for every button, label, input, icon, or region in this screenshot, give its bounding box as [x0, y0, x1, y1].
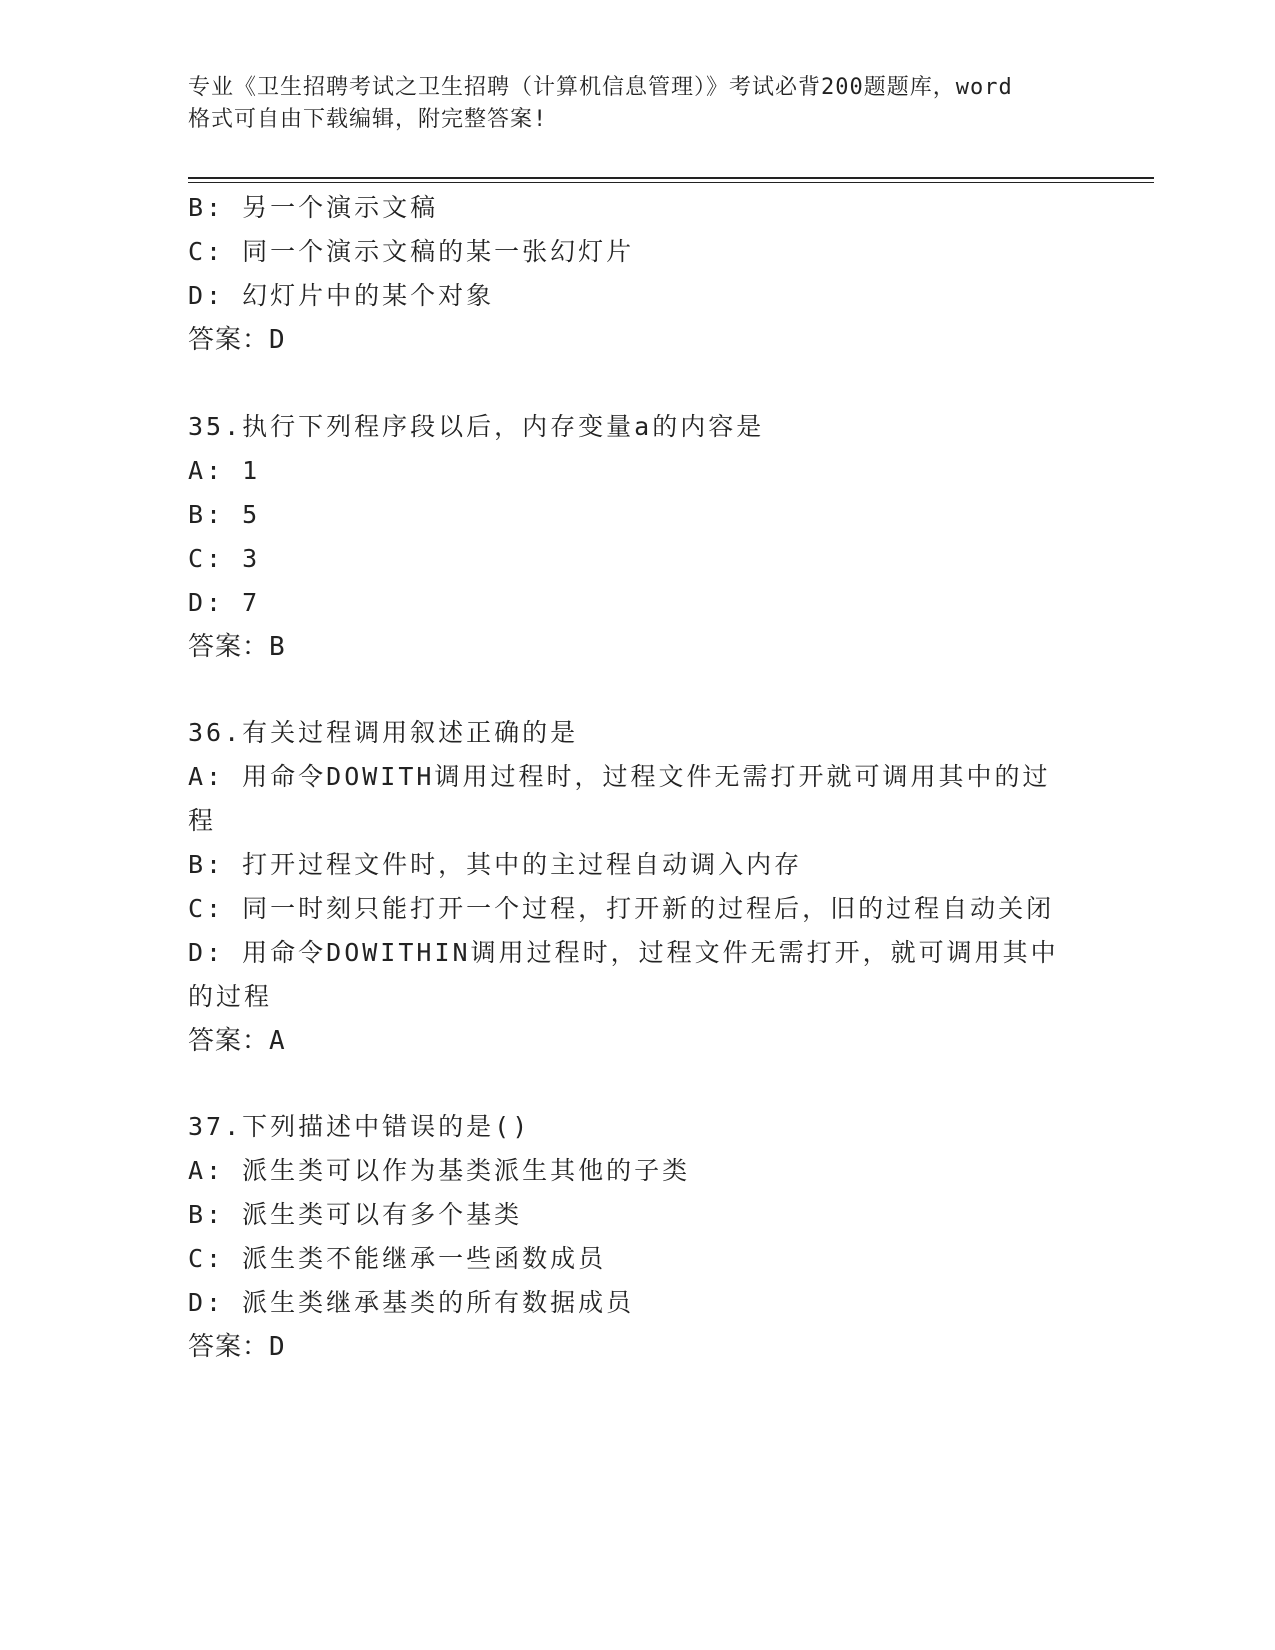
document-header	[188, 72, 1088, 136]
header-divider-thick	[188, 177, 1154, 179]
q37-option-a: A: 派生类可以作为基类派生其他的子类	[188, 1156, 691, 1185]
q36-option-d-line-2: 的过程	[188, 982, 273, 1011]
q35-answer: 答案：B	[188, 632, 286, 662]
header-line-1: 专业《卫生招聘考试之卫生招聘（计算机信息管理）》考试必背200题题库，word	[188, 75, 1013, 100]
q35-option-a: A: 1	[188, 456, 261, 485]
q36-option-a-line-2: 程	[188, 806, 217, 835]
prev-option-d: D: 幻灯片中的某个对象	[188, 281, 495, 310]
prev-answer: 答案：D	[188, 325, 286, 355]
header-line-2: 格式可自由下载编辑，附完整答案!	[188, 107, 548, 132]
q36-option-b: B: 打开过程文件时，其中的主过程自动调入内存	[188, 850, 803, 879]
q36-option-c: C: 同一时刻只能打开一个过程，打开新的过程后，旧的过程自动关闭	[188, 894, 1055, 923]
header-divider-thin	[188, 182, 1154, 183]
q35-option-d: D: 7	[188, 588, 261, 617]
q36-option-d-line-1: D: 用命令DOWITHIN调用过程时，过程文件无需打开，就可调用其中	[188, 938, 1059, 967]
prev-option-b: B: 另一个演示文稿	[188, 193, 439, 222]
q37-answer: 答案：D	[188, 1332, 286, 1362]
q36-question: 36.有关过程调用叙述正确的是	[188, 718, 579, 747]
q35-option-b: B: 5	[188, 500, 261, 529]
q37-option-b: B: 派生类可以有多个基类	[188, 1200, 523, 1229]
q35-option-c: C: 3	[188, 544, 261, 573]
q37-option-c: C: 派生类不能继承一些函数成员	[188, 1244, 607, 1273]
q37-question: 37.下列描述中错误的是()	[188, 1112, 531, 1141]
prev-option-c: C: 同一个演示文稿的某一张幻灯片	[188, 237, 635, 266]
q37-option-d: D: 派生类继承基类的所有数据成员	[188, 1288, 635, 1317]
q36-answer: 答案：A	[188, 1026, 286, 1056]
q35-question: 35.执行下列程序段以后，内存变量a的内容是	[188, 412, 765, 441]
q36-option-a-line-1: A: 用命令DOWITH调用过程时，过程文件无需打开就可调用其中的过	[188, 762, 1051, 791]
